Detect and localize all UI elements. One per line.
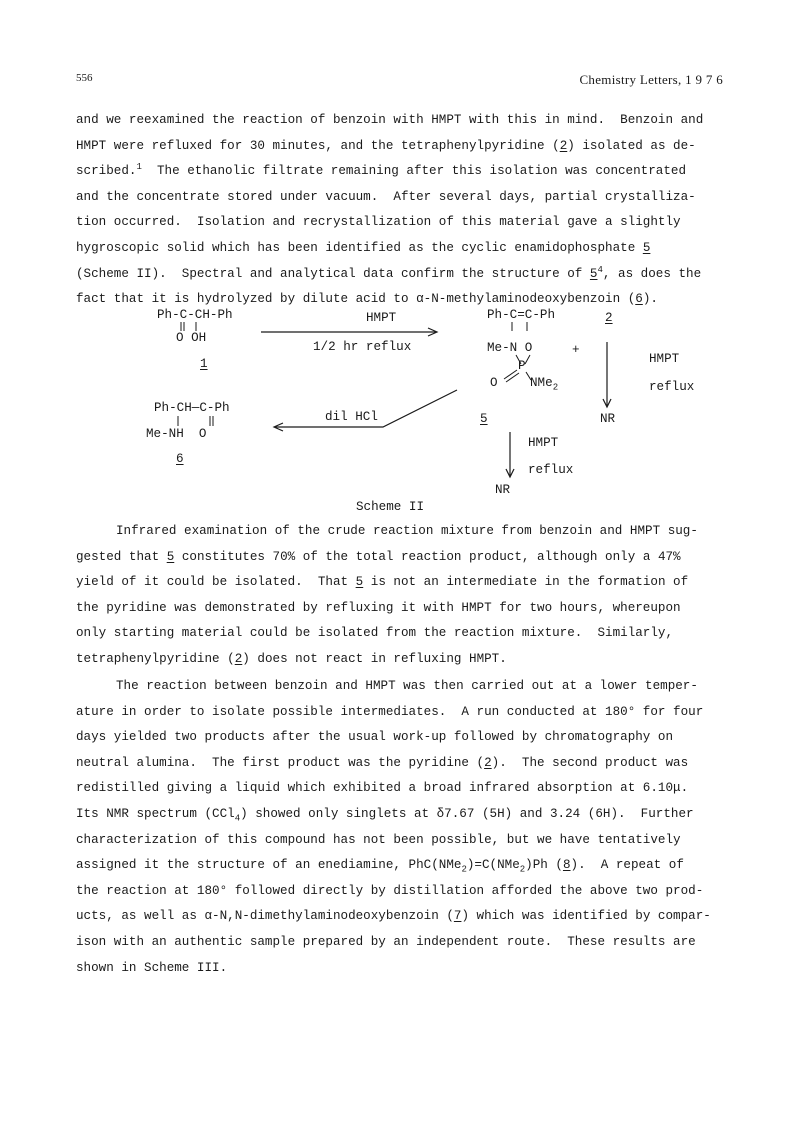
text-line: fact that it is hydrolyzed by dilute acid to α-N-methylaminodeoxybenzoin (6).	[76, 292, 658, 307]
compound-ref: 5	[589, 266, 598, 281]
dimethylamino-group: NMe$_2$	[530, 376, 559, 393]
no-reaction: NR	[495, 483, 511, 497]
text-line: gested that 5 constitutes 70% of the total reaction product, although only a 47%	[76, 549, 681, 564]
paragraph-3	[76, 674, 726, 981]
plus-sign: +	[572, 343, 580, 357]
text-line: tetraphenylpyridine (2) does not react in refluxing HMPT.	[76, 651, 507, 666]
text-line: the pyridine was demonstrated by refluxing it with HMPT for two hours, whereupon	[76, 600, 681, 615]
arrow-condition: reflux	[649, 380, 695, 394]
footnote-ref: 1	[136, 162, 142, 172]
text-line: scribed.$^1$ The ethanolic filtrate remaining after this isolation was concentrated	[76, 162, 687, 179]
paragraph-1	[76, 108, 726, 313]
text-line: the reaction at 180° followed directly by distillation afforded the above two prod-	[76, 883, 704, 898]
product-6-substituents: Me-NH O	[146, 427, 207, 441]
compound-ref: 5	[355, 575, 364, 590]
text-line: and we reexamined the reaction of benzoin with HMPT with this in mind. Benzoin and	[76, 113, 704, 127]
ring-bond	[525, 355, 530, 364]
compound-ref: 2	[484, 755, 492, 770]
product-6-structure: Ph-CH—C-Ph	[154, 401, 230, 415]
compound-ref: 2	[234, 651, 243, 666]
arrow-reagent: HMPT	[366, 311, 397, 325]
compound-ref: 7	[453, 909, 462, 924]
enamidophosphate-structure: Ph-C=C-Ph	[487, 308, 556, 322]
text-line: neutral alumina. The first product was the pyridine (2). The second product was	[76, 755, 689, 770]
benzoin-structure: Ph-C-CH-Ph	[157, 308, 233, 322]
arrow-condition: 1/2 hr reflux	[313, 340, 412, 354]
scheme-caption: Scheme II	[356, 500, 425, 514]
text-line: days yielded two products after the usual work-up followed by chromatography on	[76, 730, 674, 745]
text-line: HMPT were refluxed for 30 minutes, and the tetraphenylpyridine (2) isolated as de-	[76, 138, 696, 153]
page-number: 556	[76, 72, 93, 84]
compound-ref: 2	[559, 138, 568, 153]
text-line: hygroscopic solid which has been identified as the cyclic enamidophosphate 5	[76, 240, 651, 255]
footnote-ref: 4	[597, 264, 603, 275]
text-line: only starting material could be isolated from the reaction mixture. Similarly,	[76, 626, 674, 641]
scheme-lines	[0, 306, 793, 506]
reaction-scheme	[0, 306, 793, 506]
text-line: ison with an authentic sample prepared by an independent route. These results are	[76, 934, 696, 949]
no-reaction: NR	[600, 412, 616, 426]
text-line: (Scheme II). Spectral and analytical data confirm the structure of $5^4$, as does the	[76, 264, 702, 281]
enamidophosphate-ring: Me-N O	[487, 341, 533, 355]
text-line: redistilled giving a liquid which exhibited a broad infrared absorption at 6.10μ.	[76, 781, 689, 796]
text-line: shown in Scheme III.	[76, 960, 228, 975]
text-line: Its NMR spectrum (CCl$_4$) showed only singlets at δ7.67 (5H) and 3.24 (6H). Further	[76, 806, 694, 824]
compound-ref: 5	[166, 549, 175, 564]
running-header: Chemistry Letters, 1 9 7 6	[579, 72, 723, 87]
text-line: yield of it could be isolated. That 5 is not an intermediate in the formation of	[76, 575, 689, 590]
compound-ref: 5	[642, 240, 651, 255]
text-line: characterization of this compound has not been possible, but we have tentatively	[76, 832, 681, 847]
benzoin-substituents: O OH	[176, 331, 207, 345]
phosphorus-atom: P	[518, 359, 526, 373]
text-line: and the concentrate stored under vacuum. After several days, partial crystalliza-	[76, 189, 696, 204]
compound-ref: 6	[635, 292, 643, 307]
paragraph-2	[76, 519, 726, 673]
arrow-reagent: dil HCl	[325, 410, 378, 424]
compound-label-2: 2	[605, 311, 613, 325]
compound-label-6: 6	[176, 452, 184, 466]
text-line: tion occurred. Isolation and recrystallization of this material gave a slightly	[76, 215, 681, 230]
compound-ref: 8	[562, 858, 571, 873]
compound-label-5: 5	[480, 412, 488, 426]
text-line: ucts, as well as α-N,N-dimethylaminodeoxybenzoin (7) which was identified by compar-	[76, 909, 711, 924]
po-double-bond	[506, 373, 519, 382]
text-line: assigned it the structure of an enediamine, PhC(NMe$_2$)=C(NMe$_2$)Ph (8). A repeat of	[76, 858, 684, 875]
arrow-reagent: HMPT	[649, 352, 680, 366]
text-line: Infrared examination of the crude reaction mixture from benzoin and HMPT sug-	[116, 524, 698, 538]
compound-label-1: 1	[200, 357, 208, 371]
oxygen-atom: O	[490, 376, 498, 390]
po-double-bond	[504, 370, 517, 379]
arrow-reagent: HMPT	[528, 436, 559, 450]
text-line: ature in order to isolate possible intermediates. A run conducted at 180° for four	[76, 704, 704, 719]
arrow-condition: reflux	[528, 463, 574, 477]
text-line: The reaction between benzoin and HMPT was then carried out at a lower temper-	[116, 679, 698, 693]
